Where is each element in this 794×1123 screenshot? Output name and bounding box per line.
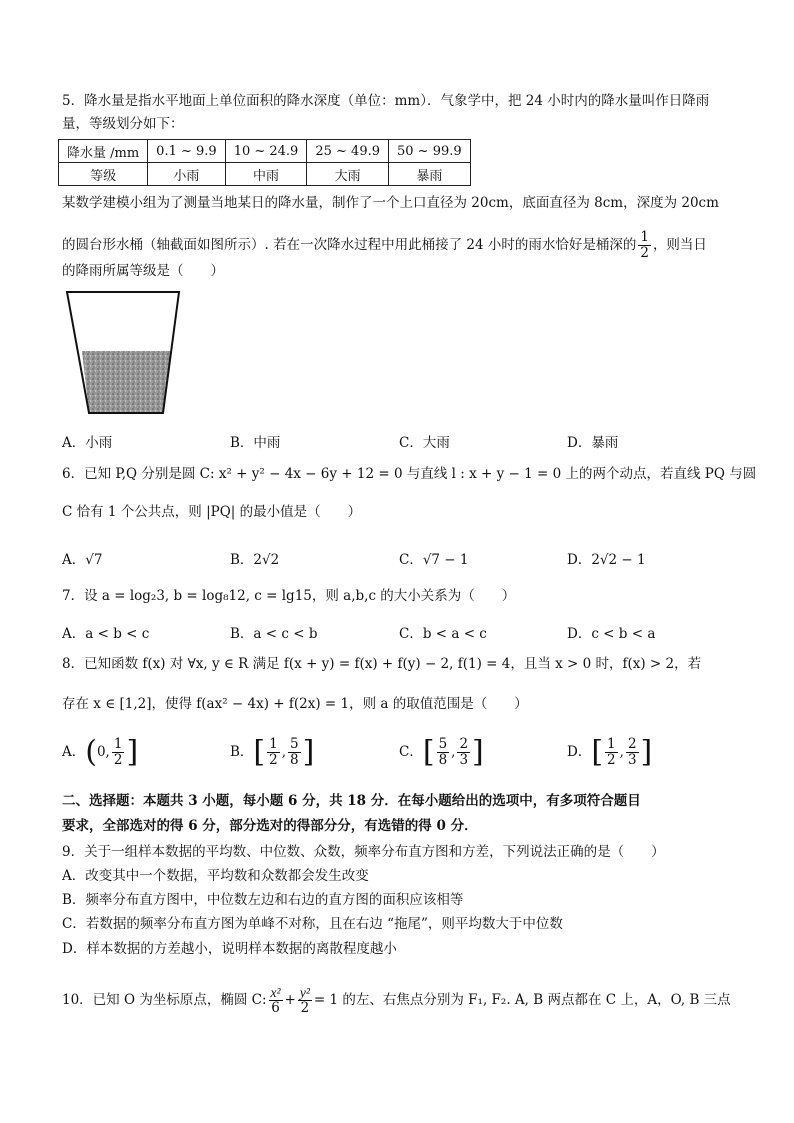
table-cell: 等级: [59, 163, 148, 186]
fraction: [267, 737, 280, 768]
fraction-numerator: 5: [290, 736, 299, 752]
q8-line2: 存在 x ∈ [1,2]，使得 f(ax² − 4x) + f(2x) = 1，则 a 的取值范围是（ ）: [62, 696, 528, 712]
fraction: [638, 230, 651, 261]
bucket-figure: [62, 288, 186, 418]
fraction-denominator: 2: [640, 245, 649, 261]
table-cell: 中雨: [225, 163, 307, 186]
fraction-denominator: 2: [300, 1000, 310, 1016]
q5-option-b: B．中雨: [230, 435, 281, 451]
close-bracket: ]: [640, 734, 653, 770]
fraction: [437, 737, 450, 768]
fraction-numerator: 2: [459, 736, 469, 752]
open-bracket: [: [253, 734, 266, 770]
fraction: [269, 985, 283, 1016]
table-cell: 50 ~ 99.9: [389, 140, 471, 163]
open-bracket: [: [591, 734, 604, 770]
q8-option-b: B．[ $\frac{1}{2}$ , $\frac{5}{8}$ ]: [230, 734, 315, 770]
close-bracket: ]: [302, 734, 315, 770]
fraction-denominator: 2: [607, 752, 616, 768]
table-cell: 暴雨: [389, 163, 471, 186]
fraction: [288, 737, 301, 768]
fraction: [605, 737, 618, 768]
table-cell: 10 ~ 24.9: [225, 140, 307, 163]
q7-option-a: A．a < b < c: [62, 626, 150, 642]
table-row: [59, 140, 471, 163]
fraction-numerator: y²: [299, 985, 310, 1000]
fraction-denominator: 8: [290, 752, 299, 768]
close-bracket: ]: [472, 734, 484, 770]
interval-left: 0,: [96, 744, 110, 760]
q5-line5: 的降雨所属等级是（ ）: [62, 263, 224, 279]
q9-option-c: C．若数据的频率分布直方图为单峰不对称，且在右边 “拖尾”，则平均数大于中位数: [62, 916, 563, 932]
q9-line1: 9．关于一组样本数据的平均数、中位数、众数，频率分布直方图和方差，下列说法正确的是（ ）: [62, 844, 665, 860]
fraction-denominator: 2: [269, 752, 278, 768]
q5-option-a: A．小雨: [62, 435, 113, 451]
q6-option-d: D．2√2 − 1: [567, 552, 646, 568]
fraction-numerator: 2: [627, 736, 637, 752]
option-label: C．: [399, 744, 423, 760]
fraction: [626, 737, 639, 768]
q5-line4-text: 的圆台形水桶（轴截面如图所示）. 若在一次降水过程中用此桶接了 24 小时的雨水恰好是桶深的: [62, 237, 637, 253]
q6-option-a: A．√7: [62, 552, 103, 568]
q7-option-b: B．a < c < b: [230, 626, 318, 642]
q5-line2: 量，等级划分如下：: [62, 116, 184, 132]
section2-heading-line2: 要求，全部选对的得 6 分，部分选对的得部分分，有选错的得 0 分．: [62, 818, 478, 834]
fraction-denominator: 3: [459, 752, 469, 768]
q9-option-d: D．样本数据的方差越小，说明样本数据的离散程度越小: [62, 941, 397, 957]
open-bracket: (: [85, 734, 97, 770]
q8-option-a: [62, 734, 139, 770]
fraction: [298, 985, 312, 1016]
fraction-denominator: 3: [627, 752, 637, 768]
fraction-numerator: 1: [640, 229, 649, 245]
table-cell: 小雨: [148, 163, 226, 186]
q5-line3: 某数学建模小组为了测量当地某日的降水量，制作了一个上口直径为 20cm，底面直径为 8cm，深度为 20cm: [62, 195, 719, 211]
fraction-denominator: 2: [113, 752, 123, 768]
q5-line4-tail: ，则当日: [652, 237, 707, 253]
q7-line1: 7．设 a = log₂3, b = log₈12, c = lg15，则 a,b,c 的大小关系为（ ）: [62, 588, 516, 604]
q9-option-a: A．改变其中一个数据，平均数和众数都会发生改变: [62, 868, 369, 884]
q6-option-c: C．√7 − 1: [399, 552, 469, 568]
q7-option-c: C．b < a < c: [399, 626, 487, 642]
fraction-denominator: 8: [438, 752, 448, 768]
table-row: [59, 163, 471, 186]
plus-sign: +: [284, 992, 296, 1008]
q6-option-b: B．2√2: [230, 552, 280, 568]
section2-heading-line1: 二、选择题：本题共 3 小题，每小题 6 分，共 18 分．在每小题给出的选项中，有多项符合题目: [62, 793, 641, 809]
table-cell: 大雨: [307, 163, 389, 186]
q9-option-b: B．频率分布直方图中，中位数左边和右边的直方图的面积应该相等: [62, 892, 464, 908]
q8-option-c: C．[ $\frac{5}{8}$ , $\frac{2}{3}$ ]: [399, 734, 484, 770]
fraction: [457, 737, 470, 768]
q6-line1: 6．已知 P,Q 分别是圆 C: x² + y² − 4x − 6y + 12 = 0 与直线 l : x + y − 1 = 0 上的两个动点，若直线 PQ 与圆: [62, 466, 757, 482]
q5-line4: [62, 230, 707, 261]
q5-option-d: D．暴雨: [567, 435, 619, 451]
open-bracket: [: [422, 734, 435, 770]
q6-line2: C 恰有 1 个公共点，则 |PQ| 的最小值是（ ）: [62, 504, 362, 520]
fraction-numerator: 5: [438, 736, 448, 752]
fraction-numerator: 1: [269, 736, 278, 752]
q5-option-c: C．大雨: [399, 435, 450, 451]
table-cell: 0.1 ~ 9.9: [148, 140, 226, 163]
q10-text: 10．已知 O 为坐标原点，椭圆 C:: [62, 992, 267, 1008]
fraction-numerator: x²: [270, 985, 281, 1000]
fraction-numerator: 1: [113, 736, 123, 752]
option-label: D．: [567, 744, 592, 760]
option-label: B．: [230, 744, 254, 760]
table-cell: 25 ~ 49.9: [307, 140, 389, 163]
q10-text-tail: = 1 的左、右焦点分别为 F₁, F₂. A, B 两点都在 C 上，A，O, B 三点: [313, 992, 731, 1008]
close-bracket: ]: [126, 734, 139, 770]
water-fill: [82, 351, 172, 413]
fraction-numerator: 1: [607, 736, 616, 752]
option-label: A．: [62, 744, 86, 760]
q10-line1: [62, 982, 731, 1018]
fraction: [112, 737, 125, 768]
q7-option-d: D．c < b < a: [567, 626, 656, 642]
fraction-denominator: 6: [271, 1000, 280, 1016]
table-cell: 降水量 /mm: [59, 140, 148, 163]
q8-line1: 8．已知函数 f(x) 对 ∀x, y ∈ R 满足 f(x + y) = f(x) + f(y) − 2, f(1) = 4，且当 x > 0 时，f(x) > 2，若: [62, 656, 702, 672]
rainfall-table: [58, 139, 471, 186]
q5-line1: 5．降水量是指水平地面上单位面积的降水深度（单位：mm）．气象学中，把 24 小时内的降水量叫作日降雨: [62, 93, 710, 109]
q8-option-d: D．[ $\frac{1}{2}$ , $\frac{2}{3}$ ]: [567, 734, 653, 770]
